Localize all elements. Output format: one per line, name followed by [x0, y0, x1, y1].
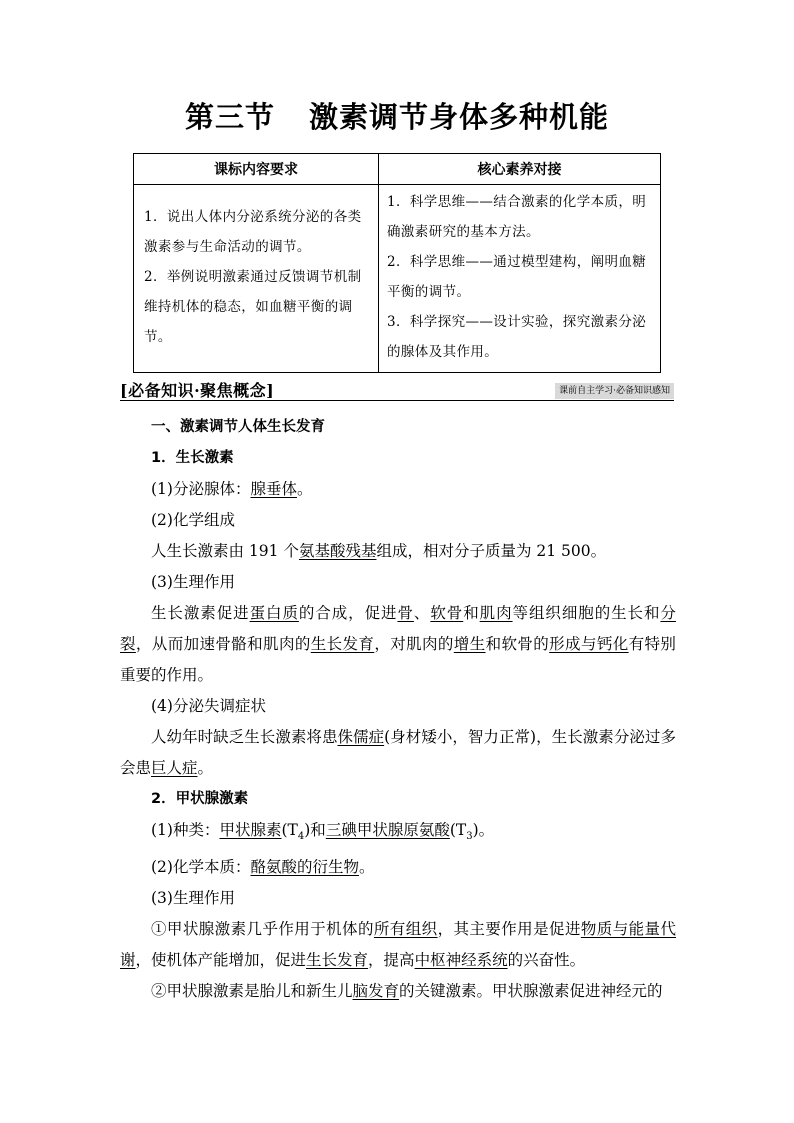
answer-blank: 脑发育	[352, 982, 400, 1001]
answer-blank: 软骨	[430, 604, 464, 622]
thyroid-function-paragraph-1: ①甲状腺激素几乎作用于机体的所有组织，其主要作用是促进物质与能量代谢，使机体产能增加，促进生长发育，提高中枢神经系统的兴奋性。	[120, 920, 676, 970]
answer-blank: 三碘甲状腺原氨酸	[325, 821, 450, 839]
standards-table	[133, 153, 661, 373]
title-text: 激素调节身体多种机能	[309, 100, 610, 134]
answer-blank: 中枢神经系统	[414, 951, 508, 970]
thyroid-physiology-label: (3)生理作用	[151, 889, 235, 908]
answer-blank: 所有组织	[373, 920, 438, 939]
physiology-label: (3)生理作用	[151, 573, 235, 591]
title-section-number: 第三节	[184, 100, 275, 134]
thyroid-function-paragraph-2: ②甲状腺激素是胎儿和新生儿脑发育的关键激素。甲状腺激素促进神经元的	[151, 982, 663, 1001]
section-tag: 课前自主学习·必备知识感知	[555, 383, 674, 399]
literacy-item: 3．科学探究——设计实验，探究激素分泌的腺体及其作用。	[387, 314, 647, 360]
chemical-composition-text: 人生长激素由 191 个氨基酸残基组成，相对分子质量为 21 500。	[151, 542, 607, 560]
answer-blank: 生长发育	[310, 635, 375, 653]
section-header	[120, 378, 674, 401]
thyroid-nature-line: (2)化学本质：酪氨酸的衍生物。	[151, 858, 375, 877]
answer-blank: 侏儒症	[337, 728, 385, 746]
secretion-gland-line: (1)分泌腺体：腺垂体。	[151, 480, 313, 498]
answer-blank: 甲状腺素	[219, 821, 282, 839]
answer-blank: 酪氨酸的衍生物	[250, 858, 359, 877]
heading-hormone-growth: 一、激素调节人体生长发育	[151, 419, 325, 435]
table-header-left: 课标内容要求	[134, 154, 379, 185]
answer-blank: 物质与能量代谢	[120, 920, 676, 970]
curriculum-requirements-cell	[134, 185, 379, 373]
heading-growth-hormone: 1．生长激素	[151, 450, 234, 466]
table-header-right: 核心素养对接	[379, 154, 661, 185]
answer-blank: 蛋白质	[249, 604, 299, 622]
page-title	[0, 95, 794, 136]
answer-blank: 分裂	[120, 604, 676, 653]
disorder-paragraph: 人幼年时缺乏生长激素将患侏儒症(身材矮小，智力正常)，生长激素分泌过多会患巨人症。	[120, 728, 676, 777]
answer-blank: 腺垂体	[250, 480, 297, 498]
literacy-item: 2．科学思维——通过模型建构，阐明血糖平衡的调节。	[387, 254, 647, 300]
answer-blank: 形成与钙化	[549, 635, 629, 653]
answer-blank: 增生	[453, 635, 486, 653]
main-content	[120, 412, 676, 1007]
requirement-item: 2．举例说明激素通过反馈调节机制维持机体的稳态，如血糖平衡的调节。	[144, 269, 362, 345]
growth-hormone-function-paragraph: 生长激素促进蛋白质的合成，促进骨、软骨和肌肉等组织细胞的生长和分裂，从而加速骨骼和肌肉的生长发育，对肌肉的增生和软骨的形成与钙化有特别重要的作用。	[120, 604, 676, 684]
core-literacy-cell	[379, 185, 661, 373]
answer-blank: 生长发育	[306, 951, 369, 970]
answer-blank: 巨人症	[151, 759, 198, 777]
thyroid-types-line: (1)种类：甲状腺素$(T_4)$和三碘甲状腺原氨酸$(T_3)$。	[151, 821, 495, 843]
literacy-item: 1．科学思维——结合激素的化学本质，明确激素研究的基本方法。	[387, 194, 647, 240]
answer-blank: 骨	[397, 604, 414, 622]
heading-thyroid-hormone: 2．甲状腺激素	[151, 791, 249, 807]
requirement-item: 1．说出人体内分泌系统分泌的各类激素参与生命活动的调节。	[144, 209, 362, 255]
answer-blank: 肌肉	[479, 604, 513, 622]
section-title: [必备知识·聚焦概念]	[120, 381, 275, 400]
answer-blank: 氨基酸残基	[298, 542, 377, 560]
chemical-composition-label: (2)化学组成	[151, 511, 235, 529]
disorder-label: (4)分泌失调症状	[151, 697, 266, 715]
